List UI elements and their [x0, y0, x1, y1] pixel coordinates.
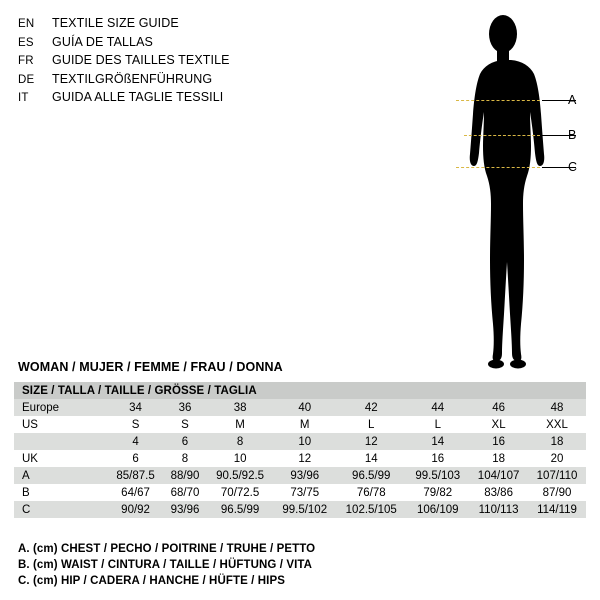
- cell: 104/107: [469, 467, 528, 484]
- cell: 90.5/92.5: [207, 467, 274, 484]
- cell: 20: [528, 450, 586, 467]
- cell: 38: [207, 399, 274, 416]
- cell: 12: [273, 450, 336, 467]
- table-header-row: [14, 382, 586, 399]
- language-row: [18, 90, 318, 109]
- table-row: [14, 416, 586, 433]
- cell: 44: [406, 399, 469, 416]
- cell: 106/109: [406, 501, 469, 518]
- cell: 34: [108, 399, 163, 416]
- language-code: EN: [18, 18, 35, 30]
- language-row: [18, 16, 318, 35]
- cell: 83/86: [469, 484, 528, 501]
- cell: 14: [406, 433, 469, 450]
- cell: 6: [108, 450, 163, 467]
- cell: 110/113: [469, 501, 528, 518]
- cell: 48: [528, 399, 586, 416]
- language-title: GUIDA ALLE TAGLIE TESSILI: [52, 90, 224, 104]
- cell: 10: [273, 433, 336, 450]
- body-silhouette-icon: [430, 8, 590, 373]
- table-row: [14, 450, 586, 467]
- cell: L: [336, 416, 406, 433]
- language-code: DE: [18, 73, 35, 86]
- cell: 40: [273, 399, 336, 416]
- cell: 18: [528, 433, 586, 450]
- row-label: US: [14, 416, 108, 433]
- cell: 12: [336, 433, 406, 450]
- table-row: [14, 484, 586, 501]
- language-row: [18, 72, 318, 91]
- row-label: C: [14, 501, 108, 518]
- cell: 8: [163, 450, 207, 467]
- language-code: IT: [18, 92, 29, 104]
- size-table: [14, 382, 586, 518]
- cell: XL: [469, 416, 528, 433]
- language-title: TEXTILE SIZE GUIDE: [52, 16, 179, 30]
- cell: 14: [336, 450, 406, 467]
- cell: 85/87.5: [108, 467, 163, 484]
- cell: S: [163, 416, 207, 433]
- cell: 4: [108, 433, 163, 450]
- cell: 79/82: [406, 484, 469, 501]
- cell: 87/90: [528, 484, 586, 501]
- cell: 90/92: [108, 501, 163, 518]
- hip-measure-line: [456, 167, 540, 168]
- cell: 64/67: [108, 484, 163, 501]
- table-header-label: SIZE / TALLA / TAILLE / GRÖSSE / TAGLIA: [14, 382, 586, 399]
- language-title: TEXTILGRÖßENFÜHRUNG: [52, 71, 213, 86]
- cell: 6: [163, 433, 207, 450]
- row-label: [14, 433, 108, 450]
- cell: L: [406, 416, 469, 433]
- cell: 8: [207, 433, 274, 450]
- marker-label-c: C: [568, 160, 578, 174]
- cell: 10: [207, 450, 274, 467]
- waist-measure-line: [464, 135, 540, 136]
- language-code: FR: [18, 55, 34, 67]
- female-silhouette-figure: [430, 8, 590, 373]
- cell: 88/90: [163, 467, 207, 484]
- cell: 73/75: [273, 484, 336, 501]
- legend-item-b: B. (cm) WAIST / CINTURA / TAILLE / HÜFTUNG / VITA: [18, 559, 313, 571]
- cell: 99.5/102: [273, 501, 336, 518]
- table-row: [14, 399, 586, 416]
- cell: 93/96: [273, 467, 336, 484]
- legend-item-a: A. (cm) CHEST / PECHO / POITRINE / TRUHE / PETTO: [18, 543, 316, 555]
- cell: 70/72.5: [207, 484, 274, 501]
- cell: 99.5/103: [406, 467, 469, 484]
- row-label: Europe: [14, 399, 108, 416]
- cell: 68/70: [163, 484, 207, 501]
- cell: 46: [469, 399, 528, 416]
- cell: 96.5/99: [207, 501, 274, 518]
- legend-item-c: C. (cm) HIP / CADERA / HANCHE / HÜFTE / HIPS: [18, 575, 286, 587]
- cell: M: [273, 416, 336, 433]
- row-label: B: [14, 484, 108, 501]
- table-row: [14, 433, 586, 450]
- cell: 18: [469, 450, 528, 467]
- row-label: UK: [14, 450, 108, 467]
- cell: XXL: [528, 416, 586, 433]
- cell: 107/110: [528, 467, 586, 484]
- table-caption: WOMAN / MUJER / FEMME / FRAU / DONNA: [18, 360, 283, 374]
- cell: M: [207, 416, 274, 433]
- row-label: A: [14, 467, 108, 484]
- language-title: GUÍA DE TALLAS: [52, 34, 153, 49]
- cell: 36: [163, 399, 207, 416]
- marker-label-b: B: [568, 128, 577, 142]
- table-row: [14, 501, 586, 518]
- language-row: [18, 35, 318, 54]
- cell: 102.5/105: [336, 501, 406, 518]
- language-code: ES: [18, 36, 34, 49]
- chest-measure-line: [456, 100, 540, 101]
- cell: 96.5/99: [336, 467, 406, 484]
- cell: 16: [406, 450, 469, 467]
- cell: S: [108, 416, 163, 433]
- cell: 114/119: [528, 501, 586, 518]
- cell: 16: [469, 433, 528, 450]
- language-row: [18, 53, 318, 72]
- measurement-legend: [18, 543, 578, 591]
- cell: 42: [336, 399, 406, 416]
- marker-label-a: A: [568, 93, 577, 107]
- cell: 93/96: [163, 501, 207, 518]
- table-row: [14, 467, 586, 484]
- language-title: GUIDE DES TAILLES TEXTILE: [52, 53, 230, 67]
- cell: 76/78: [336, 484, 406, 501]
- language-list: [18, 16, 318, 109]
